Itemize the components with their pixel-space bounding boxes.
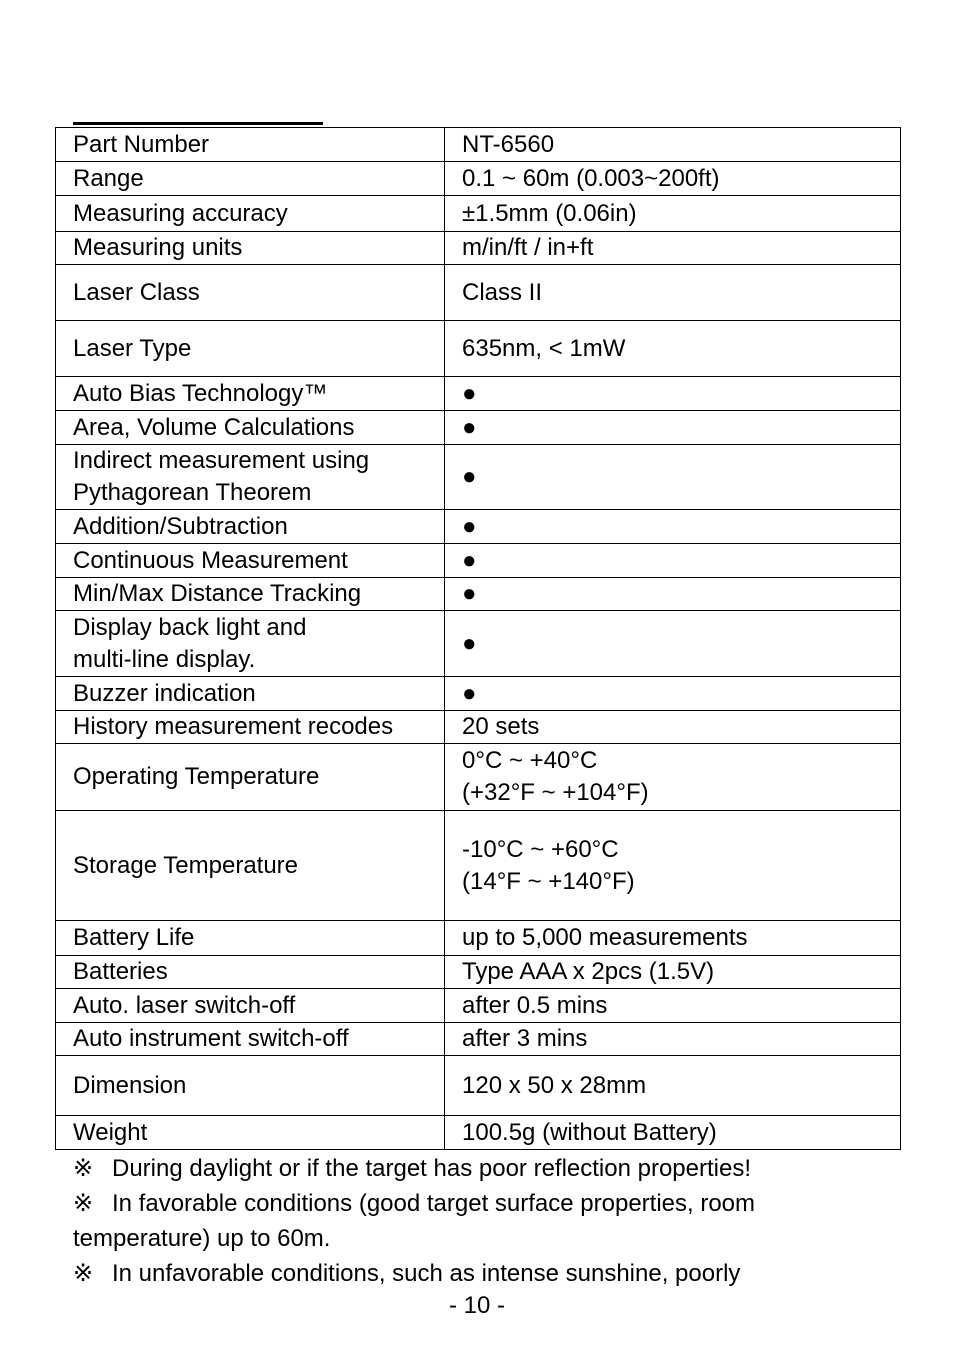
table-row bbox=[56, 411, 901, 445]
table-row bbox=[56, 445, 901, 510]
table-row bbox=[56, 232, 901, 265]
spec-label: Min/Max Distance Tracking bbox=[56, 578, 445, 611]
spec-value: ±1.5mm (0.06in) bbox=[445, 196, 901, 232]
spec-value: ● bbox=[445, 578, 901, 611]
spec-label-line: multi-line display. bbox=[73, 645, 256, 673]
spec-value: m/in/ft / in+ft bbox=[445, 232, 901, 265]
reference-mark: ※ bbox=[73, 1155, 94, 1182]
footnote bbox=[73, 1256, 893, 1291]
footnote bbox=[73, 1151, 893, 1186]
spec-label: Range bbox=[56, 162, 445, 196]
spec-label: Laser Type bbox=[56, 321, 445, 377]
table-row bbox=[56, 510, 901, 544]
table-row bbox=[56, 1023, 901, 1056]
table-row bbox=[56, 811, 901, 921]
spec-label: Auto Bias Technology™ bbox=[56, 377, 445, 411]
spec-value: 120 x 50 x 28mm bbox=[445, 1056, 901, 1116]
spec-label: Auto. laser switch-off bbox=[56, 989, 445, 1023]
table-row bbox=[56, 611, 901, 677]
spec-label: Weight bbox=[56, 1116, 445, 1150]
spec-value: 100.5g (without Battery) bbox=[445, 1116, 901, 1150]
spec-value: NT-6560 bbox=[445, 128, 901, 162]
spec-value: ● bbox=[445, 544, 901, 578]
table-row bbox=[56, 711, 901, 744]
spec-label-line: Display back light and bbox=[73, 613, 307, 641]
spec-label-line: Pythagorean Theorem bbox=[73, 479, 312, 506]
spec-value: ● bbox=[445, 445, 901, 510]
spec-value-line: 0°C ~ +40°C bbox=[462, 747, 598, 774]
footnotes bbox=[73, 1151, 893, 1291]
spec-value: Class II bbox=[445, 265, 901, 321]
footnote-text: During daylight or if the target has poor reflection properties! bbox=[112, 1155, 752, 1182]
spec-label: Dimension bbox=[56, 1056, 445, 1116]
reference-mark: ※ bbox=[73, 1190, 94, 1217]
spec-value-line: (14°F ~ +140°F) bbox=[462, 867, 635, 895]
spec-label: Buzzer indication bbox=[56, 677, 445, 711]
spec-value: after 3 mins bbox=[445, 1023, 901, 1056]
footnote bbox=[73, 1186, 893, 1221]
spec-value: ● bbox=[445, 510, 901, 544]
table-row bbox=[56, 578, 901, 611]
table-row bbox=[56, 377, 901, 411]
footnote-text: In unfavorable conditions, such as intense sunshine, poorly bbox=[112, 1260, 741, 1287]
spec-value: ● bbox=[445, 611, 901, 677]
reference-mark: ※ bbox=[73, 1260, 94, 1287]
spec-value-line: -10°C ~ +60°C bbox=[462, 835, 619, 863]
spec-value: Type AAA x 2pcs (1.5V) bbox=[445, 956, 901, 989]
table-row bbox=[56, 921, 901, 956]
spec-label: Measuring units bbox=[56, 232, 445, 265]
spec-value: 0.1 ~ 60m (0.003~200ft) bbox=[445, 162, 901, 196]
spec-label bbox=[56, 445, 445, 510]
spec-label bbox=[56, 611, 445, 677]
specifications-table bbox=[55, 127, 901, 1150]
spec-label: Auto instrument switch-off bbox=[56, 1023, 445, 1056]
spec-value: ● bbox=[445, 677, 901, 711]
spec-label: Area, Volume Calculations bbox=[56, 411, 445, 445]
table-row bbox=[56, 677, 901, 711]
page-number: - 10 - bbox=[448, 1292, 505, 1319]
spec-label-line: Indirect measurement using bbox=[73, 447, 370, 474]
spec-value: ● bbox=[445, 377, 901, 411]
spec-value: 20 sets bbox=[445, 711, 901, 744]
spec-value: 635nm, < 1mW bbox=[445, 321, 901, 377]
spec-value-line: (+32°F ~ +104°F) bbox=[462, 779, 649, 806]
table-row bbox=[56, 744, 901, 811]
table-row bbox=[56, 1056, 901, 1116]
spec-label: Batteries bbox=[56, 956, 445, 989]
spec-label: Continuous Measurement bbox=[56, 544, 445, 578]
table-row bbox=[56, 544, 901, 578]
spec-value: up to 5,000 measurements bbox=[445, 921, 901, 956]
table-row bbox=[56, 162, 901, 196]
spec-value bbox=[445, 744, 901, 811]
table-row bbox=[56, 265, 901, 321]
spec-value: ● bbox=[445, 411, 901, 445]
spec-label: Part Number bbox=[56, 128, 445, 162]
table-row bbox=[56, 1116, 901, 1150]
table-row bbox=[56, 989, 901, 1023]
footnote-continuation: temperature) up to 60m. bbox=[73, 1225, 331, 1252]
spec-label: Measuring accuracy bbox=[56, 196, 445, 232]
spec-label: Laser Class bbox=[56, 265, 445, 321]
table-row bbox=[56, 128, 901, 162]
spec-label: Addition/Subtraction bbox=[56, 510, 445, 544]
spec-label: Storage Temperature bbox=[56, 811, 445, 921]
section-heading-rule bbox=[73, 122, 323, 125]
table-row bbox=[56, 321, 901, 377]
footnote-text: In favorable conditions (good target surface properties, room bbox=[112, 1190, 756, 1217]
table-row bbox=[56, 196, 901, 232]
spec-label: Operating Temperature bbox=[56, 744, 445, 811]
spec-value: after 0.5 mins bbox=[445, 989, 901, 1023]
spec-label: Battery Life bbox=[56, 921, 445, 956]
spec-label: History measurement recodes bbox=[56, 711, 445, 744]
spec-value bbox=[445, 811, 901, 921]
table-row bbox=[56, 956, 901, 989]
